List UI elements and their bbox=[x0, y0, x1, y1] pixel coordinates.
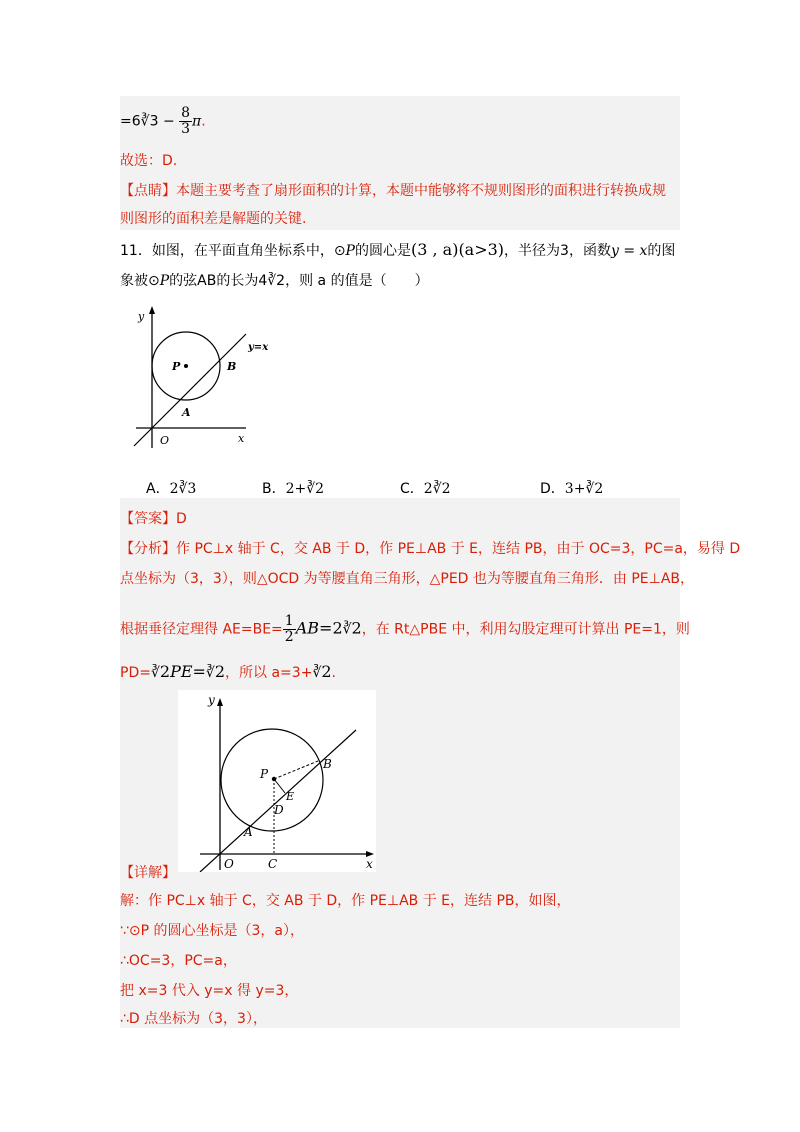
radical-sign: ∛ bbox=[306, 481, 316, 497]
question-line-1: 11．如图，在平面直角坐标系中，⊙P的圆心是(3 , a)(a>3)，半径为3，函数y = x的图 bbox=[120, 240, 676, 259]
label-c: C bbox=[268, 857, 278, 871]
label-p: P bbox=[172, 360, 181, 373]
comment-line-1: 【点睛】本题主要考查了扇形面积的计算，本题中能够将不规则图形的面积进行转换成规 bbox=[120, 183, 666, 199]
detail-line-4: 把 x=3 代入 y=x 得 y=3， bbox=[120, 983, 299, 999]
label-o: O bbox=[224, 857, 234, 871]
detail-line-2: ∵⊙P 的圆心坐标是（3，a）， bbox=[120, 923, 305, 939]
radical-sign: ∛ bbox=[585, 481, 595, 497]
eq-radicand: 3 bbox=[149, 113, 159, 130]
option-d: D．3+∛2 bbox=[540, 481, 604, 497]
line-y-equals-x bbox=[134, 334, 246, 446]
analysis-line-2: 点坐标为（3，3），则△OCD 为等腰直角三角形，△PED 也为等腰直角三角形．由 PE⊥AB， bbox=[120, 571, 695, 587]
eq-minus: − bbox=[162, 113, 175, 130]
center-point-p bbox=[184, 364, 188, 368]
label-p: P bbox=[260, 767, 269, 781]
choice-line: 故选：D. bbox=[120, 153, 178, 169]
label-a: A bbox=[182, 406, 191, 419]
radical-sign: ∛ bbox=[432, 481, 442, 497]
figure-2-diagram bbox=[178, 690, 376, 872]
radical-sign: ∛ bbox=[312, 665, 322, 681]
label-e: E bbox=[286, 790, 295, 803]
analysis-line-1: 【分析】作 PC⊥x 轴于 C，交 AB 于 D，作 PE⊥AB 于 E，连结 PB，由于 OC=3，PC=a，易得 D bbox=[120, 541, 741, 557]
radical-sign: ∛ bbox=[150, 665, 160, 681]
label-a: A bbox=[244, 825, 253, 839]
question-line-2: 象被⊙P的弦AB的长为4∛2，则 a 的值是（ ） bbox=[120, 273, 429, 289]
label-d: D bbox=[274, 803, 284, 817]
analysis-line-4: PD=∛2PE=∛2，所以 a=3+∛2. bbox=[120, 662, 336, 681]
answer-line: 【答案】D bbox=[120, 511, 187, 527]
detail-line-5: ∴D 点坐标为（3，3）， bbox=[120, 1011, 267, 1027]
y-axis-arrow bbox=[149, 306, 155, 314]
fraction-8-3: $\frac{8}{3}$ bbox=[181, 105, 191, 137]
radical-sign: ∛ bbox=[267, 273, 277, 289]
detail-line-3: ∴OC=3，PC=a， bbox=[120, 953, 237, 969]
label-o: O bbox=[160, 434, 170, 447]
option-b: B．2+∛2 bbox=[262, 481, 325, 497]
detail-header: 【详解】 bbox=[120, 865, 176, 881]
label-y-equals-x: y=x bbox=[248, 342, 269, 353]
label-y: y bbox=[208, 693, 215, 707]
fraction-1-2: $\frac{1}{2}$ bbox=[284, 613, 294, 645]
radical-sign: ∛ bbox=[205, 665, 215, 681]
label-b: B bbox=[227, 360, 237, 373]
pi-symbol: π bbox=[192, 113, 202, 130]
label-b: B bbox=[323, 757, 332, 771]
analysis-line-3: 根据垂径定理得 AE=BE= $\frac{1}{2}$ AB=2∛2，在 Rt△PBE 中，利用勾股定理可计算出 PE=1，则 bbox=[120, 613, 690, 645]
radical-sign: ∛ bbox=[178, 481, 188, 497]
label-y: y bbox=[138, 310, 145, 323]
option-a: A．2∛3 bbox=[146, 481, 197, 497]
detail-line-1: 解：作 PC⊥x 轴于 C，交 AB 于 D，作 PE⊥AB 于 E，连结 PB，如图， bbox=[120, 893, 571, 909]
option-c: C．2∛2 bbox=[400, 481, 451, 497]
comment-line-2: 则图形的面积差是解题的关键. bbox=[120, 211, 307, 227]
radical-sign: ∛ bbox=[140, 113, 150, 130]
label-x: x bbox=[366, 857, 373, 871]
figure-2-background bbox=[178, 690, 376, 872]
equation-line: =6∛3 − $\frac{8}{3}$ π. bbox=[120, 105, 206, 137]
figure-1-diagram bbox=[126, 302, 276, 450]
radical-sign: ∛ bbox=[342, 621, 352, 638]
eq-prefix: =6 bbox=[120, 113, 141, 130]
label-x: x bbox=[238, 432, 245, 445]
